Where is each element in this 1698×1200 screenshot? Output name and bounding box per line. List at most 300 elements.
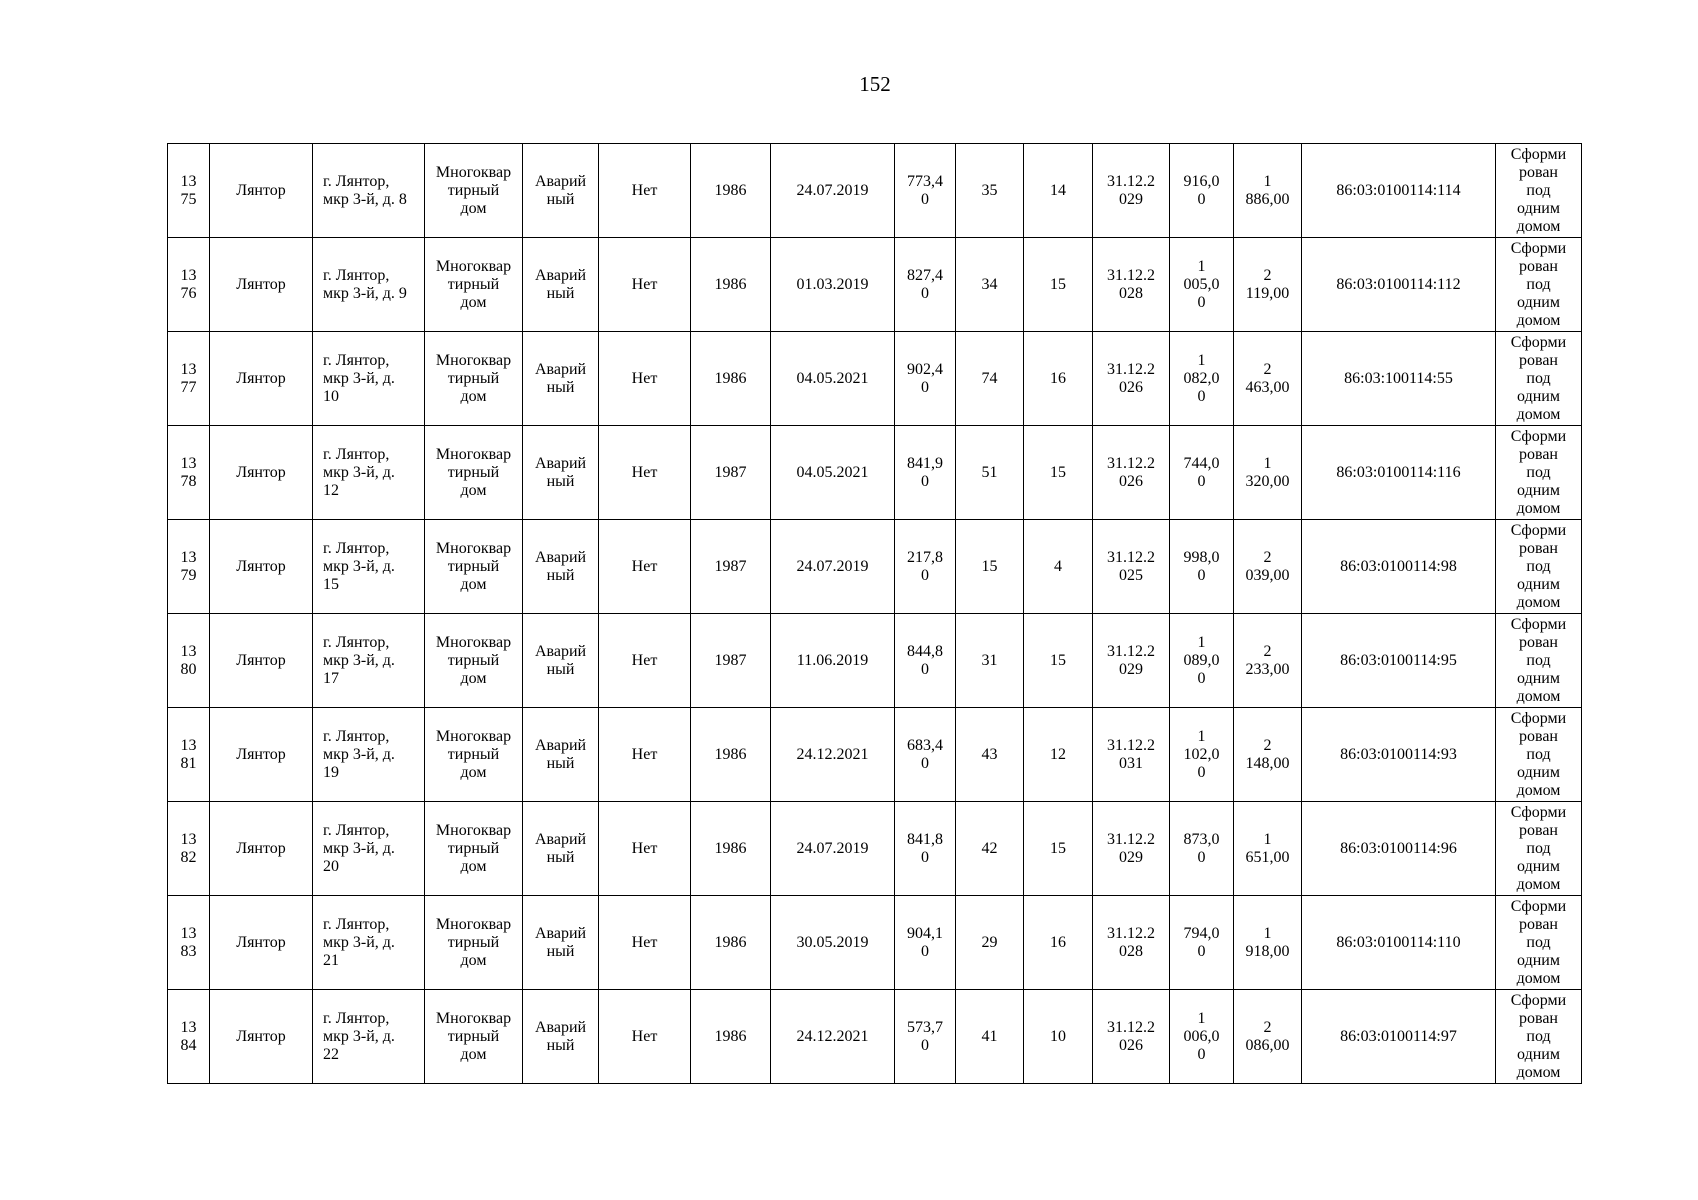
cell-total-area: [1234, 614, 1302, 708]
cell-house-type: [425, 144, 523, 238]
cell-status-line: Аварий: [534, 266, 587, 284]
table-row: [168, 896, 1582, 990]
cell-apartments: 15: [1024, 238, 1093, 332]
cell-area: [895, 614, 956, 708]
cell-land-area: [1170, 238, 1234, 332]
cell-status: [523, 238, 599, 332]
cell-address-line: мкр 3-й, д.: [323, 463, 395, 481]
cell-address-line: г. Лянтор,: [323, 727, 390, 745]
cell-total-area-line: 039,00: [1245, 566, 1290, 584]
cell-address: [313, 614, 425, 708]
table-row: [168, 990, 1582, 1084]
cell-total-area-line: 2: [1263, 360, 1272, 378]
cell-land-area-line: 0: [1197, 387, 1206, 405]
cell-residents: 15: [956, 520, 1024, 614]
cell-formation-line: домом: [1516, 217, 1561, 235]
cell-address-line: мкр 3-й, д.: [323, 745, 395, 763]
cell-land-area: [1170, 332, 1234, 426]
cell-deadline: [1093, 802, 1170, 896]
cell-land-area-line: 0: [1197, 763, 1206, 781]
cell-total-area: [1234, 990, 1302, 1084]
cell-deadline-line: 31.12.2: [1107, 172, 1155, 190]
cell-house-type-line: Многоквар: [435, 915, 512, 933]
cell-deadline-line: 026: [1119, 378, 1143, 396]
cell-area: [895, 990, 956, 1084]
cell-formation-line: под: [1526, 369, 1551, 387]
cell-land-area-line: 102,0: [1183, 745, 1220, 763]
cell-cadastral-number: 86:03:0100114:93: [1302, 708, 1496, 802]
cell-residents: 42: [956, 802, 1024, 896]
cell-deadline-line: 026: [1119, 472, 1143, 490]
cell-formation-line: рован: [1518, 915, 1558, 933]
cell-locality: Лянтор: [210, 332, 313, 426]
cell-status-line: ный: [546, 472, 575, 490]
cell-status: [523, 614, 599, 708]
cell-deadline: [1093, 520, 1170, 614]
cell-house-type-line: дом: [460, 199, 487, 217]
cell-area: [895, 238, 956, 332]
cell-formation-line: Сформи: [1510, 991, 1567, 1009]
cell-land-area: [1170, 708, 1234, 802]
cell-row-number-line: 13: [180, 736, 197, 754]
cell-status-line: Аварий: [534, 454, 587, 472]
cell-status: [523, 708, 599, 802]
cell-house-type-line: Многоквар: [435, 445, 512, 463]
cell-total-area-line: 1: [1263, 830, 1272, 848]
cell-house-type-line: дом: [460, 951, 487, 969]
cell-cadastral-number: 86:03:0100114:96: [1302, 802, 1496, 896]
cell-apartments: 12: [1024, 708, 1093, 802]
cell-deadline-line: 031: [1119, 754, 1143, 772]
cell-house-type: [425, 238, 523, 332]
cell-address-line: 17: [323, 669, 339, 687]
cell-status: [523, 520, 599, 614]
cell-row-number-line: 84: [180, 1036, 197, 1054]
cell-address-line: мкр 3-й, д. 8: [323, 190, 407, 208]
cell-formation-line: одним: [1517, 857, 1560, 875]
cell-flag: Нет: [599, 802, 691, 896]
cell-status: [523, 332, 599, 426]
cell-cadastral-number: 86:03:100114:55: [1302, 332, 1496, 426]
cell-formation-line: рован: [1518, 539, 1558, 557]
cell-land-area-line: 744,0: [1183, 454, 1220, 472]
cell-land-area-line: 0: [1197, 566, 1206, 584]
cell-locality: Лянтор: [210, 520, 313, 614]
cell-status-line: Аварий: [534, 360, 587, 378]
cell-area-line: 0: [921, 660, 929, 678]
cell-deadline-line: 026: [1119, 1036, 1143, 1054]
cell-status-line: ный: [546, 378, 575, 396]
cell-formation-line: Сформи: [1510, 615, 1567, 633]
cell-date: 24.07.2019: [771, 802, 895, 896]
cell-total-area: [1234, 144, 1302, 238]
cell-total-area-line: 918,00: [1245, 942, 1290, 960]
housing-registry-table: [167, 143, 1582, 1084]
cell-formation: [1496, 238, 1582, 332]
cell-total-area: [1234, 426, 1302, 520]
cell-formation-line: рован: [1518, 633, 1558, 651]
cell-address-line: мкр 3-й, д.: [323, 839, 395, 857]
cell-land-area-line: 794,0: [1183, 924, 1220, 942]
cell-deadline-line: 31.12.2: [1107, 548, 1155, 566]
cell-apartments: 16: [1024, 896, 1093, 990]
cell-formation-line: под: [1526, 745, 1551, 763]
cell-date: 04.05.2021: [771, 426, 895, 520]
cell-address-line: г. Лянтор,: [323, 1009, 390, 1027]
cell-row-number-line: 79: [180, 566, 197, 584]
cell-total-area-line: 2: [1263, 1018, 1272, 1036]
cell-date: 24.12.2021: [771, 990, 895, 1084]
cell-address: [313, 990, 425, 1084]
cell-apartments: 10: [1024, 990, 1093, 1084]
cell-row-number-line: 78: [180, 472, 197, 490]
cell-row-number-line: 82: [180, 848, 197, 866]
cell-cadastral-number: 86:03:0100114:110: [1302, 896, 1496, 990]
cell-date: 04.05.2021: [771, 332, 895, 426]
cell-area-line: 902,4: [907, 360, 943, 378]
cell-house-type-line: тирный: [447, 463, 500, 481]
cell-formation: [1496, 332, 1582, 426]
cell-formation-line: домом: [1516, 311, 1561, 329]
cell-formation-line: под: [1526, 463, 1551, 481]
cell-row-number-line: 13: [180, 360, 197, 378]
cell-formation: [1496, 802, 1582, 896]
cell-status-line: Аварий: [534, 642, 587, 660]
cell-house-type-line: тирный: [447, 369, 500, 387]
cell-formation-line: одним: [1517, 669, 1560, 687]
cell-status-line: ный: [546, 942, 575, 960]
cell-area-line: 0: [921, 754, 929, 772]
cell-formation-line: рован: [1518, 257, 1558, 275]
cell-year: 1986: [691, 238, 771, 332]
cell-total-area-line: 1: [1263, 924, 1272, 942]
cell-house-type: [425, 614, 523, 708]
cell-formation-line: рован: [1518, 821, 1558, 839]
cell-formation-line: Сформи: [1510, 897, 1567, 915]
cell-locality: Лянтор: [210, 144, 313, 238]
cell-cadastral-number: 86:03:0100114:116: [1302, 426, 1496, 520]
cell-cadastral-number: 86:03:0100114:114: [1302, 144, 1496, 238]
cell-land-area-line: 005,0: [1183, 275, 1220, 293]
cell-flag: Нет: [599, 144, 691, 238]
cell-formation-line: одним: [1517, 481, 1560, 499]
cell-residents: 41: [956, 990, 1024, 1084]
cell-formation-line: одним: [1517, 1045, 1560, 1063]
cell-deadline: [1093, 238, 1170, 332]
cell-area-line: 0: [921, 190, 929, 208]
cell-area-line: 904,1: [907, 924, 943, 942]
cell-formation-line: домом: [1516, 875, 1561, 893]
cell-row-number-line: 83: [180, 942, 197, 960]
cell-formation-line: рован: [1518, 727, 1558, 745]
cell-formation-line: домом: [1516, 405, 1561, 423]
cell-deadline-line: 029: [1119, 190, 1143, 208]
cell-locality: Лянтор: [210, 426, 313, 520]
cell-house-type-line: дом: [460, 575, 487, 593]
cell-total-area: [1234, 802, 1302, 896]
cell-formation-line: Сформи: [1510, 521, 1567, 539]
cell-deadline-line: 028: [1119, 942, 1143, 960]
cell-area: [895, 144, 956, 238]
cell-address-line: 10: [323, 387, 339, 405]
cell-address-line: мкр 3-й, д. 9: [323, 284, 407, 302]
cell-deadline-line: 029: [1119, 848, 1143, 866]
cell-house-type-line: тирный: [447, 839, 500, 857]
cell-apartments: 15: [1024, 426, 1093, 520]
cell-area-line: 841,8: [907, 830, 943, 848]
cell-row-number-line: 13: [180, 924, 197, 942]
cell-house-type: [425, 332, 523, 426]
cell-land-area-line: 006,0: [1183, 1027, 1220, 1045]
cell-address-line: мкр 3-й, д.: [323, 1027, 395, 1045]
cell-deadline: [1093, 332, 1170, 426]
cell-total-area-line: 2: [1263, 736, 1272, 754]
cell-formation: [1496, 144, 1582, 238]
cell-row-number-line: 13: [180, 172, 197, 190]
cell-flag: Нет: [599, 896, 691, 990]
cell-formation-line: домом: [1516, 499, 1561, 517]
cell-formation-line: под: [1526, 933, 1551, 951]
cell-residents: 34: [956, 238, 1024, 332]
cell-house-type-line: дом: [460, 857, 487, 875]
cell-row-number: [168, 614, 210, 708]
cell-area-line: 844,8: [907, 642, 943, 660]
cell-total-area: [1234, 520, 1302, 614]
cell-flag: Нет: [599, 426, 691, 520]
cell-deadline: [1093, 426, 1170, 520]
cell-formation-line: Сформи: [1510, 145, 1567, 163]
cell-row-number: [168, 238, 210, 332]
cell-area-line: 0: [921, 848, 929, 866]
cell-land-area: [1170, 520, 1234, 614]
table-row: [168, 614, 1582, 708]
cell-formation-line: домом: [1516, 593, 1561, 611]
cell-date: 11.06.2019: [771, 614, 895, 708]
table-row: [168, 708, 1582, 802]
cell-address-line: 15: [323, 575, 339, 593]
cell-formation-line: одним: [1517, 199, 1560, 217]
table-row: [168, 802, 1582, 896]
cell-address-line: мкр 3-й, д.: [323, 933, 395, 951]
cell-area-line: 0: [921, 284, 929, 302]
cell-row-number: [168, 896, 210, 990]
cell-deadline-line: 029: [1119, 660, 1143, 678]
cell-house-type-line: тирный: [447, 933, 500, 951]
cell-year: 1987: [691, 426, 771, 520]
cell-area-line: 0: [921, 472, 929, 490]
cell-apartments: 4: [1024, 520, 1093, 614]
cell-address-line: мкр 3-й, д.: [323, 557, 395, 575]
cell-formation-line: одним: [1517, 575, 1560, 593]
cell-deadline: [1093, 990, 1170, 1084]
cell-formation-line: Сформи: [1510, 427, 1567, 445]
cell-total-area-line: 119,00: [1245, 284, 1290, 302]
cell-area: [895, 520, 956, 614]
cell-house-type-line: Многоквар: [435, 821, 512, 839]
cell-row-number-line: 77: [180, 378, 197, 396]
table-row: [168, 520, 1582, 614]
cell-locality: Лянтор: [210, 802, 313, 896]
cell-area-line: 0: [921, 378, 929, 396]
cell-status: [523, 144, 599, 238]
cell-address-line: г. Лянтор,: [323, 351, 390, 369]
cell-date: 24.07.2019: [771, 144, 895, 238]
cell-total-area: [1234, 332, 1302, 426]
cell-formation-line: Сформи: [1510, 239, 1567, 257]
cell-total-area-line: 651,00: [1245, 848, 1290, 866]
cell-year: 1986: [691, 896, 771, 990]
cell-address: [313, 238, 425, 332]
cell-apartments: 16: [1024, 332, 1093, 426]
cell-formation: [1496, 896, 1582, 990]
cell-residents: 29: [956, 896, 1024, 990]
cell-total-area-line: 2: [1263, 642, 1272, 660]
cell-row-number: [168, 708, 210, 802]
cell-land-area-line: 998,0: [1183, 548, 1220, 566]
cell-land-area-line: 873,0: [1183, 830, 1220, 848]
cell-land-area: [1170, 614, 1234, 708]
cell-total-area-line: 086,00: [1245, 1036, 1290, 1054]
cell-house-type-line: дом: [460, 387, 487, 405]
cell-formation-line: под: [1526, 275, 1551, 293]
cell-flag: Нет: [599, 520, 691, 614]
cell-address: [313, 802, 425, 896]
cell-area-line: 827,4: [907, 266, 943, 284]
cell-house-type-line: тирный: [447, 181, 500, 199]
cell-formation-line: одним: [1517, 293, 1560, 311]
cell-row-number-line: 75: [180, 190, 197, 208]
cell-locality: Лянтор: [210, 614, 313, 708]
cell-formation-line: под: [1526, 181, 1551, 199]
cell-area-line: 217,8: [907, 548, 943, 566]
cell-house-type-line: Многоквар: [435, 539, 512, 557]
cell-year: 1986: [691, 802, 771, 896]
cell-status-line: ный: [546, 284, 575, 302]
cell-address-line: г. Лянтор,: [323, 633, 390, 651]
cell-land-area-line: 0: [1197, 472, 1206, 490]
cell-cadastral-number: 86:03:0100114:95: [1302, 614, 1496, 708]
cell-land-area-line: 1: [1197, 1009, 1206, 1027]
cell-date: 01.03.2019: [771, 238, 895, 332]
cell-area-line: 683,4: [907, 736, 943, 754]
cell-house-type: [425, 990, 523, 1084]
cell-address-line: мкр 3-й, д.: [323, 651, 395, 669]
cell-address-line: г. Лянтор,: [323, 266, 390, 284]
cell-status: [523, 802, 599, 896]
cell-area: [895, 426, 956, 520]
cell-status-line: ный: [546, 1036, 575, 1054]
cell-formation: [1496, 990, 1582, 1084]
cell-house-type: [425, 520, 523, 614]
cell-formation-line: одним: [1517, 951, 1560, 969]
cell-locality: Лянтор: [210, 896, 313, 990]
cell-land-area-line: 0: [1197, 293, 1206, 311]
cell-status-line: Аварий: [534, 172, 587, 190]
cell-area-line: 773,4: [907, 172, 943, 190]
cell-total-area-line: 148,00: [1245, 754, 1290, 772]
cell-land-area-line: 0: [1197, 190, 1206, 208]
cell-year: 1987: [691, 614, 771, 708]
cell-row-number: [168, 144, 210, 238]
cell-address-line: 12: [323, 481, 339, 499]
cell-land-area-line: 1: [1197, 351, 1206, 369]
cell-deadline-line: 31.12.2: [1107, 360, 1155, 378]
cell-address: [313, 332, 425, 426]
cell-formation-line: домом: [1516, 969, 1561, 987]
cell-deadline-line: 31.12.2: [1107, 454, 1155, 472]
cell-status-line: ный: [546, 566, 575, 584]
cell-flag: Нет: [599, 708, 691, 802]
cell-formation-line: рован: [1518, 445, 1558, 463]
cell-deadline: [1093, 614, 1170, 708]
cell-area: [895, 332, 956, 426]
cell-formation-line: одним: [1517, 763, 1560, 781]
cell-address: [313, 896, 425, 990]
cell-row-number-line: 76: [180, 284, 197, 302]
cell-residents: 51: [956, 426, 1024, 520]
cell-address: [313, 144, 425, 238]
cell-cadastral-number: 86:03:0100114:112: [1302, 238, 1496, 332]
cell-house-type-line: Многоквар: [435, 633, 512, 651]
cell-total-area-line: 1: [1263, 172, 1272, 190]
cell-formation-line: домом: [1516, 687, 1561, 705]
cell-formation-line: одним: [1517, 387, 1560, 405]
cell-status-line: ный: [546, 848, 575, 866]
cell-flag: Нет: [599, 990, 691, 1084]
cell-house-type-line: Многоквар: [435, 351, 512, 369]
cell-formation-line: под: [1526, 651, 1551, 669]
cell-total-area-line: 2: [1263, 548, 1272, 566]
cell-formation: [1496, 426, 1582, 520]
cell-deadline-line: 31.12.2: [1107, 1018, 1155, 1036]
cell-address-line: 20: [323, 857, 339, 875]
cell-address-line: г. Лянтор,: [323, 445, 390, 463]
cell-formation-line: под: [1526, 1027, 1551, 1045]
cell-status-line: ный: [546, 190, 575, 208]
cell-formation-line: Сформи: [1510, 709, 1567, 727]
table-row: [168, 144, 1582, 238]
cell-formation: [1496, 520, 1582, 614]
cell-address-line: мкр 3-й, д.: [323, 369, 395, 387]
table-row: [168, 332, 1582, 426]
cell-year: 1986: [691, 990, 771, 1084]
cell-house-type-line: Многоквар: [435, 727, 512, 745]
cell-land-area-line: 1: [1197, 727, 1206, 745]
cell-row-number-line: 13: [180, 642, 197, 660]
cell-residents: 31: [956, 614, 1024, 708]
cell-locality: Лянтор: [210, 238, 313, 332]
cell-area: [895, 896, 956, 990]
cell-total-area-line: 886,00: [1245, 190, 1290, 208]
cell-row-number-line: 81: [180, 754, 197, 772]
cell-formation-line: рован: [1518, 163, 1558, 181]
cell-apartments: 15: [1024, 614, 1093, 708]
cell-status-line: Аварий: [534, 830, 587, 848]
cell-row-number-line: 13: [180, 266, 197, 284]
cell-flag: Нет: [599, 238, 691, 332]
cell-date: 30.05.2019: [771, 896, 895, 990]
table-body: [168, 144, 1582, 1084]
cell-total-area: [1234, 708, 1302, 802]
cell-year: 1986: [691, 332, 771, 426]
cell-cadastral-number: 86:03:0100114:97: [1302, 990, 1496, 1084]
cell-deadline: [1093, 144, 1170, 238]
cell-year: 1986: [691, 708, 771, 802]
cell-row-number: [168, 426, 210, 520]
cell-total-area: [1234, 238, 1302, 332]
cell-row-number: [168, 332, 210, 426]
cell-deadline: [1093, 896, 1170, 990]
